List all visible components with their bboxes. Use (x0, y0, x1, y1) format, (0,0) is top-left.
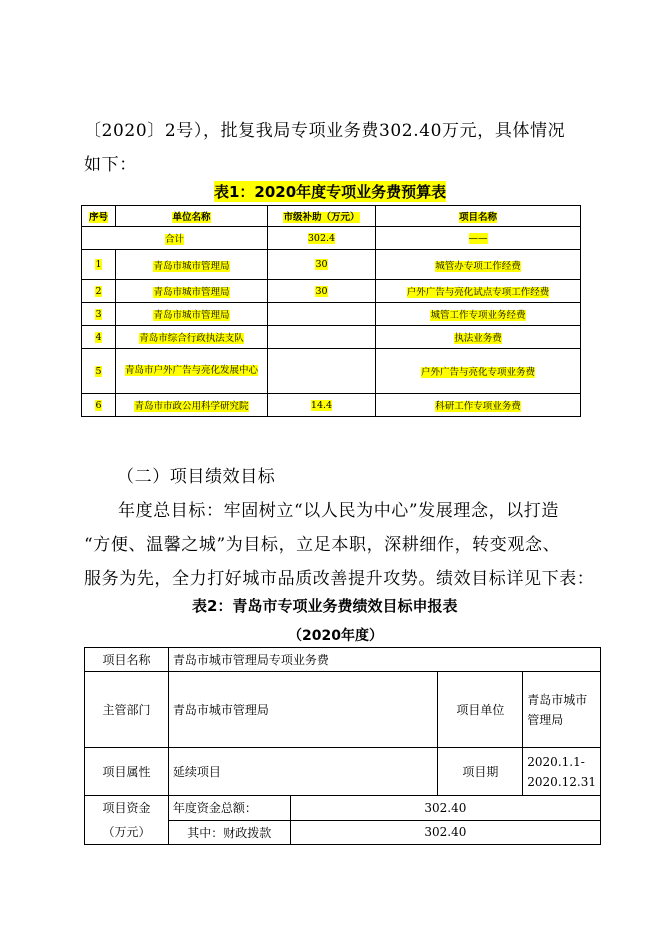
table-row (85, 748, 601, 796)
row-unit: 青岛市户外广告与亮化发展中心 (124, 365, 258, 376)
row-no: 5 (95, 365, 102, 377)
section2-para-1: 年度总目标：牢固树立“以人民为中心”发展理念，以打造 (118, 501, 559, 521)
funds-label-line1: 项目资金 (102, 801, 151, 815)
attr-label: 项目属性 (85, 748, 169, 796)
fiscal-value: 302.40 (290, 820, 600, 845)
intro-line-1: 〔2020〕2号），批复我局专项业务费302.40万元，具体情况 (84, 121, 566, 141)
table-row (82, 326, 581, 349)
table-row (85, 648, 601, 672)
row-project: 执法业务费 (454, 333, 502, 344)
attr-value: 延续项目 (168, 748, 438, 796)
unit-value-line1: 青岛市城市 (527, 692, 588, 707)
row-amount: 14.4 (310, 399, 333, 411)
table-row (82, 394, 581, 417)
total-row (82, 227, 581, 250)
table-row (85, 672, 601, 748)
header-cell (268, 206, 376, 227)
total-project: —— (468, 232, 488, 244)
table-row (82, 349, 581, 394)
row-project: 城管办专项工作经费 (435, 260, 521, 272)
annual-total-label: 年度资金总额： (168, 796, 290, 821)
section2-para-3: 服务为先，全力打好城市品质改善提升攻势。绩效目标详见下表： (84, 569, 595, 589)
row-no: 6 (95, 399, 102, 411)
table-row (85, 796, 601, 821)
unit-value (523, 672, 601, 748)
row-unit: 青岛市市政公用科学研究院 (134, 401, 249, 412)
period-value (523, 748, 601, 796)
section2-para-2: “方便、温馨之城”为目标，立足本职，深耕细作，转变观念、 (84, 535, 561, 555)
row-project: 科研工作专项业务费 (435, 401, 521, 412)
row-unit: 青岛市城市管理局 (153, 310, 230, 321)
total-label: 合计 (164, 234, 184, 245)
row-amount: 30 (315, 285, 328, 297)
dept-value: 青岛市城市管理局 (168, 672, 438, 748)
table-row (82, 250, 581, 280)
fiscal-label: 其中：财政拨款 (168, 820, 290, 845)
intro-line-2: 如下： (84, 155, 137, 175)
row-project: 户外广告与亮化试点专项工作经费 (406, 287, 550, 298)
header-cell (376, 206, 581, 227)
table2-subtitle: （2020年度） (288, 628, 383, 644)
row-unit: 青岛市城市管理局 (153, 287, 230, 298)
header-cell (116, 206, 268, 227)
section2-heading: （二）项目绩效目标 (117, 467, 276, 487)
performance-table (84, 647, 601, 845)
table1-title: 表1：2020年度专项业务费预算表 (214, 183, 447, 201)
budget-table (81, 205, 581, 417)
table-header-row (82, 206, 581, 227)
header-amount: 市级补助（万元） (283, 212, 360, 223)
funds-label (85, 796, 169, 845)
row-project: 户外广告与亮化专项业务费 (420, 367, 535, 378)
period-line2: 2020.12.31 (527, 774, 596, 789)
period-line1: 2020.1.1- (527, 754, 585, 769)
row-unit: 青岛市综合行政执法支队 (139, 333, 244, 344)
unit-label: 项目单位 (438, 672, 523, 748)
header-no: 序号 (88, 212, 108, 223)
annual-total-value: 302.40 (290, 796, 600, 821)
row-no: 3 (95, 308, 102, 320)
project-name-value: 青岛市城市管理局专项业务费 (168, 648, 600, 672)
row-amount: 30 (315, 259, 328, 270)
header-project: 项目名称 (458, 212, 497, 223)
row-no: 1 (95, 259, 102, 270)
row-project: 城管工作专项业务经费 (430, 310, 526, 321)
row-no: 2 (95, 285, 102, 297)
unit-value-line2: 管理局 (527, 712, 564, 727)
header-cell (82, 206, 116, 227)
dept-label: 主管部门 (85, 672, 169, 748)
table-row (82, 303, 581, 326)
row-unit: 青岛市城市管理局 (153, 260, 230, 272)
total-amount: 302.4 (307, 232, 336, 244)
table-row (82, 280, 581, 303)
period-label: 项目期 (438, 748, 523, 796)
project-name-label: 项目名称 (85, 648, 169, 672)
row-no: 4 (95, 331, 102, 343)
table2-title: 表2：青岛市专项业务费绩效目标申报表 (192, 597, 458, 615)
funds-label-line2: （万元） (102, 825, 151, 839)
header-unit: 单位名称 (172, 212, 211, 223)
